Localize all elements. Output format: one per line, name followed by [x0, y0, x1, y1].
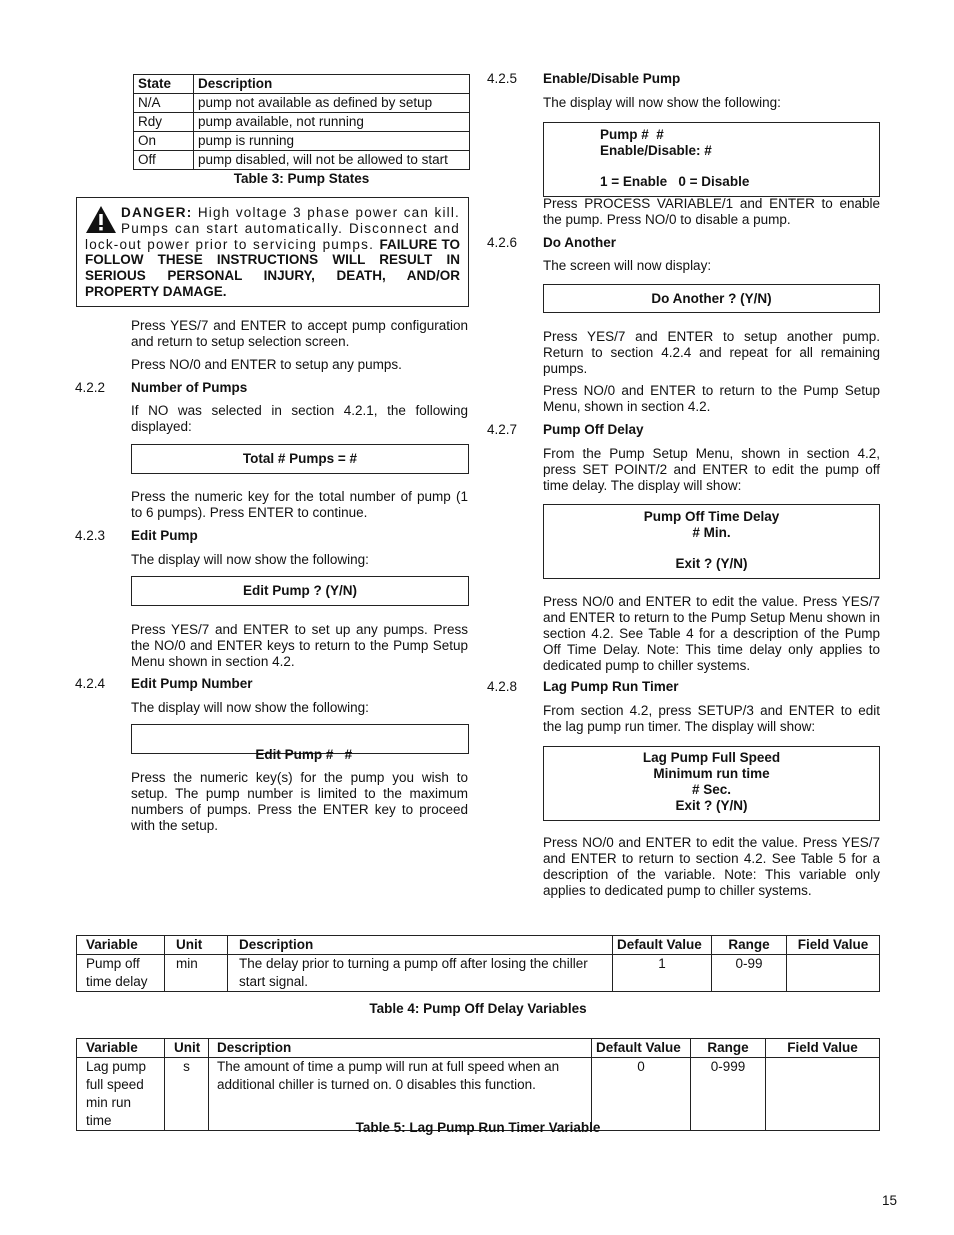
table-row [134, 94, 470, 113]
display-line: Lag Pump Full Speed [642, 750, 781, 765]
range-cell: 0-999 [691, 1058, 766, 1131]
section-title: Do Another [543, 235, 616, 250]
range-cell: 0-99 [712, 955, 787, 992]
display-line: 1 = Enable 0 = Disable [600, 174, 750, 189]
section-body: Press the numeric key for the total number of pump (1 to 6 pumps). Press ENTER to continue. [131, 489, 468, 520]
display-box [543, 122, 880, 197]
display-text: Do Another ? (Y/N) [651, 291, 772, 306]
field-value-cell [787, 955, 880, 992]
section-heading [75, 380, 470, 396]
description-cell: pump not available as defined by setup [194, 94, 470, 113]
display-line: Exit ? (Y/N) [675, 798, 748, 813]
table3-caption: Table 3: Pump States [233, 171, 370, 186]
section-body: Press the numeric key(s) for the pump you wish to setup. The pump number is limited to the maximum numbers of pumps. Press the ENTER key to proceed with the setup. [131, 770, 468, 833]
section-heading [75, 676, 470, 692]
section-title: Edit Pump [131, 528, 198, 543]
section-title: Number of Pumps [131, 380, 248, 395]
section-title: Pump Off Delay [543, 422, 644, 437]
section-heading [487, 679, 882, 695]
display-box [543, 504, 880, 579]
section-body: Press YES/7 and ENTER to setup another pump. Return to section 4.2.4 and repeat for all remaining pumps. [543, 329, 880, 376]
danger-label: DANGER: [121, 205, 193, 220]
unit-cell: min [165, 955, 228, 992]
description-cell: pump disabled, will not be allowed to start [194, 151, 470, 170]
table-header-row [77, 936, 880, 955]
column-header-description: Description [194, 75, 470, 94]
state-cell: Rdy [134, 113, 194, 132]
display-line: Pump # # [600, 127, 664, 142]
table-row [134, 113, 470, 132]
state-cell: On [134, 132, 194, 151]
column-header-description: Description [209, 1039, 592, 1058]
section-intro: From section 4.2, press SETUP/3 and ENTER to edit the lag pump run timer. The display will show: [543, 703, 880, 734]
section-body: Press YES/7 and ENTER to set up any pumps. Press the NO/0 and ENTER keys to return to the Pump Setup Menu shown in section 4.2. [131, 622, 468, 669]
section-number: 4.2.2 [75, 380, 106, 395]
table5-caption: Table 5: Lag Pump Run Timer Variable [355, 1120, 601, 1135]
section-intro: The display will now show the following: [131, 552, 369, 567]
display-line: Exit ? (Y/N) [675, 556, 748, 571]
section-number: 4.2.5 [487, 71, 518, 86]
section-number: 4.2.8 [487, 679, 518, 694]
table-row [77, 955, 880, 992]
section-title: Edit Pump Number [131, 676, 253, 691]
variable-cell: Pump off time delay [77, 955, 165, 992]
column-header-state: State [134, 75, 194, 94]
column-header-range: Range [712, 936, 787, 955]
default-value-cell: 1 [613, 955, 712, 992]
display-box [131, 724, 469, 762]
section-intro: If NO was selected in section 4.2.1, the following displayed: [131, 403, 468, 434]
section-intro: The display will now show the following: [131, 700, 369, 715]
section-title: Enable/Disable Pump [543, 71, 681, 86]
display-line: Enable/Disable: # [600, 143, 712, 158]
display-line: Minimum run time [653, 766, 770, 781]
section-heading [75, 528, 470, 544]
description-cell: The delay prior to turning a pump off after losing the chiller start signal. [228, 955, 613, 992]
display-box [131, 444, 469, 474]
display-text: Edit Pump ? (Y/N) [243, 583, 357, 598]
section-heading [487, 422, 882, 438]
table4-caption: Table 4: Pump Off Delay Variables [369, 1001, 587, 1016]
lag-pump-run-timer-table [76, 1038, 880, 1131]
danger-text: High voltage 3 phase power can kill. Pumps can start automatically. Disconnect and lock-out power prior to servicing pumps. [85, 205, 460, 252]
column-header-field-value: Field Value [766, 1039, 880, 1058]
display-text: Total # Pumps = # [242, 451, 358, 466]
unit-cell: s [165, 1058, 209, 1131]
warning-triangle-icon [85, 205, 117, 235]
section-intro: The screen will now display: [543, 258, 712, 273]
column-header-variable: Variable [77, 936, 165, 955]
display-line: Pump Off Time Delay [643, 509, 780, 524]
accept-config-paragraph: Press YES/7 and ENTER to accept pump configuration and return to setup selection screen. [131, 318, 468, 349]
table-header-row [77, 1039, 880, 1058]
section-number: 4.2.6 [487, 235, 518, 250]
column-header-unit: Unit [165, 936, 228, 955]
page-number: 15 [881, 1193, 897, 1208]
section-number: 4.2.7 [487, 422, 518, 437]
state-cell: Off [134, 151, 194, 170]
column-header-range: Range [691, 1039, 766, 1058]
description-cell: pump available, not running [194, 113, 470, 132]
variable-cell: Lag pump full speed min run time [77, 1058, 165, 1131]
pump-states-table [133, 74, 470, 170]
table-header-row [134, 75, 470, 94]
section-heading [487, 71, 882, 87]
section-number: 4.2.4 [75, 676, 106, 691]
section-body: Press NO/0 and ENTER to edit the value. Press YES/7 and ENTER to return to section 4.2. See Table 5 for a description of the variable. Note: This variable only applies to dedicated pump to chiller systems. [543, 835, 880, 898]
section-body: Press NO/0 and ENTER to return to the Pump Setup Menu, shown in section 4.2. [543, 383, 880, 414]
default-value-cell: 0 [592, 1058, 691, 1131]
column-header-default-value: Default Value [592, 1039, 691, 1058]
section-intro: From the Pump Setup Menu, shown in section 4.2, press SET POINT/2 and ENTER to edit the pump off time delay. The display will show: [543, 446, 880, 493]
column-header-description: Description [228, 936, 613, 955]
display-text: Edit Pump # # [255, 747, 353, 762]
danger-warning-box [76, 197, 469, 307]
display-box [543, 746, 880, 821]
column-header-default-value: Default Value [613, 936, 712, 955]
display-box [131, 576, 469, 606]
danger-bold-text: FAILURE TO FOLLOW THESE INSTRUCTIONS WILL RESULT IN SERIOUS PERSONAL INJURY, DEATH, AND/OR PROPERTY DAMAGE. [85, 236, 460, 299]
description-cell: The amount of time a pump will run at full speed when an additional chiller is turned on. 0 disables this function. [209, 1058, 592, 1131]
section-intro: The display will now show the following: [543, 95, 781, 110]
section-body: Press NO/0 and ENTER to edit the value. Press YES/7 and ENTER to return to the Pump Setup Menu shown in section 4.2. See Table 4 for a description of the Pump Off Time Delay. Note: This time delay only applies to dedicated pump to chiller systems. [543, 594, 880, 673]
column-header-variable: Variable [77, 1039, 165, 1058]
table-row [134, 132, 470, 151]
section-title: Lag Pump Run Timer [543, 679, 679, 694]
section-heading [487, 235, 882, 251]
section-number: 4.2.3 [75, 528, 106, 543]
setup-pumps-paragraph: Press NO/0 and ENTER to setup any pumps. [131, 357, 402, 372]
pump-off-delay-table [76, 935, 880, 992]
description-cell: pump is running [194, 132, 470, 151]
display-line: # Sec. [691, 782, 732, 797]
state-cell: N/A [134, 94, 194, 113]
section-body: Press PROCESS VARIABLE/1 and ENTER to enable the pump. Press NO/0 to disable a pump. [543, 196, 880, 227]
column-header-field-value: Field Value [787, 936, 880, 955]
column-header-unit: Unit [165, 1039, 209, 1058]
display-box [543, 284, 880, 313]
table-row [134, 151, 470, 170]
display-line: # Min. [692, 525, 731, 540]
